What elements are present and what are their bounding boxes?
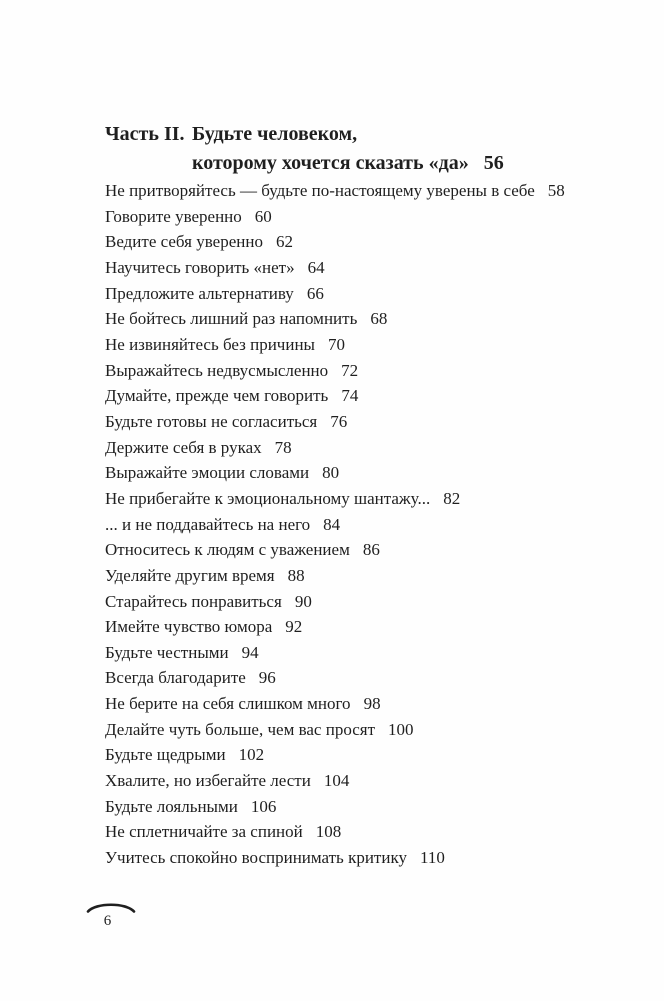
part-label: Часть II. [105,123,185,145]
toc-entry [105,460,625,486]
toc-entry-title: Не извиняйтесь без причины [105,334,315,354]
toc-entry-title: Будьте честными [105,642,229,662]
toc-entry-page-number: 106 [250,796,277,816]
toc-entry-page-number: 72 [341,360,359,380]
toc-entry [105,486,625,512]
part-page-number: 56 [483,152,504,174]
part-title-line2 [192,149,504,178]
toc-entry-title: Будьте лояльными [105,796,238,816]
toc-entry [105,512,625,538]
toc-entry [105,229,625,255]
part-title-line2-text: которому хочется сказать «да» [192,152,469,174]
toc-entry-page-number: 104 [323,771,350,791]
toc-entry-page-number: 60 [254,206,272,226]
toc-entry [105,332,625,358]
toc-entry-title: Относитесь к людям с уважением [105,540,350,560]
toc-entry [105,255,625,281]
toc-entry-title: Не прибегайте к эмоциональному шантажу... [105,488,431,508]
toc-entry-page-number: 70 [327,334,345,354]
toc-entry-page-number: 110 [419,848,445,868]
toc-entry-page-number: 58 [547,181,565,200]
folio-arc-ornament-icon [86,901,136,913]
toc-entry [105,845,625,871]
toc-entry-page-number: 68 [370,309,388,329]
toc-entry-page-number: 102 [238,745,265,765]
toc-entry-title: Держите себя в руках [105,437,262,457]
toc-entry-page-number: 66 [306,283,324,303]
toc-entry-page-number: 62 [275,232,293,252]
toc-entry-title: Говорите уверенно [105,206,242,226]
toc-entry-title: Не сплетничайте за спиной [105,822,303,842]
toc-entry-page-number: 74 [341,386,359,406]
toc-entry-title: Не берите на себя слишком много [105,694,351,714]
toc-entry-page-number: 84 [323,514,341,534]
toc-entry [105,691,625,717]
toc-entry [105,435,625,461]
toc-entry-title: Делайте чуть больше, чем вас просят [105,719,376,739]
toc-entry-page-number: 64 [307,257,325,277]
toc-entry-title: Будьте готовы не согласиться [105,411,318,431]
toc-entry-page-number: 86 [362,540,380,560]
toc-entry-title: Выражайте эмоции словами [105,463,310,483]
toc-entry [105,717,625,743]
toc-content [105,120,625,871]
toc-entry-title: Научитесь говорить «нет» [105,257,295,277]
toc-entry [105,768,625,794]
toc-entry-title: Старайтесь понравиться [105,591,282,611]
toc-entry-page-number: 90 [294,591,312,611]
toc-entry [105,178,625,204]
toc-entry [105,563,625,589]
toc-entry [105,640,625,666]
toc-entry-title: Имейте чувство юмора [105,617,273,637]
toc-entry [105,665,625,691]
toc-entry-page-number: 76 [330,411,348,431]
toc-entry [105,794,625,820]
toc-entry [105,281,625,307]
toc-entry [105,742,625,768]
part-heading [105,120,625,178]
part-title [192,120,504,178]
toc-entry-title: Учитесь спокойно воспринимать критику [105,848,407,868]
toc-entry [105,819,625,845]
toc-entry-title: Всегда благодарите [105,668,246,688]
toc-entry-page-number: 98 [363,694,381,714]
toc-entry-title: ... и не поддавайтесь на него [105,514,311,534]
toc-entry [105,306,625,332]
toc-entry [105,409,625,435]
page-footer [86,901,136,929]
toc-entry-page-number: 78 [274,437,292,457]
toc-entry-title: Хвалите, но избегайте лести [105,771,311,791]
toc-entry-page-number: 96 [258,668,276,688]
page-number: 6 [103,913,112,929]
toc-entry [105,358,625,384]
toc-entry-page-number: 94 [241,642,259,662]
part-title-line1: Будьте человеком, [192,123,358,145]
toc-entry-title: Думайте, прежде чем говорить [105,386,329,406]
toc-entry-title: Ведите себя уверенно [105,232,263,252]
toc-entry-title: Не притворяйтесь — будьте по-настоящему уверены в себе [105,181,535,200]
toc-list [105,178,625,871]
toc-entry-title: Уделяйте другим время [105,565,275,585]
toc-entry [105,614,625,640]
toc-entry [105,537,625,563]
toc-entry-page-number: 92 [285,617,303,637]
toc-entry-title: Выражайтесь недвусмысленно [105,360,329,380]
toc-entry [105,383,625,409]
toc-entry-title: Предложите альтернативу [105,283,294,303]
toc-entry-page-number: 108 [315,822,342,842]
toc-entry-title: Будьте щедрыми [105,745,226,765]
toc-entry-page-number: 82 [443,488,461,508]
toc-entry [105,204,625,230]
toc-entry [105,589,625,615]
toc-entry-page-number: 100 [388,719,414,739]
toc-entry-title: Не бойтесь лишний раз напомнить [105,309,358,329]
toc-entry-page-number: 88 [287,565,305,585]
toc-entry-page-number: 80 [322,463,340,483]
